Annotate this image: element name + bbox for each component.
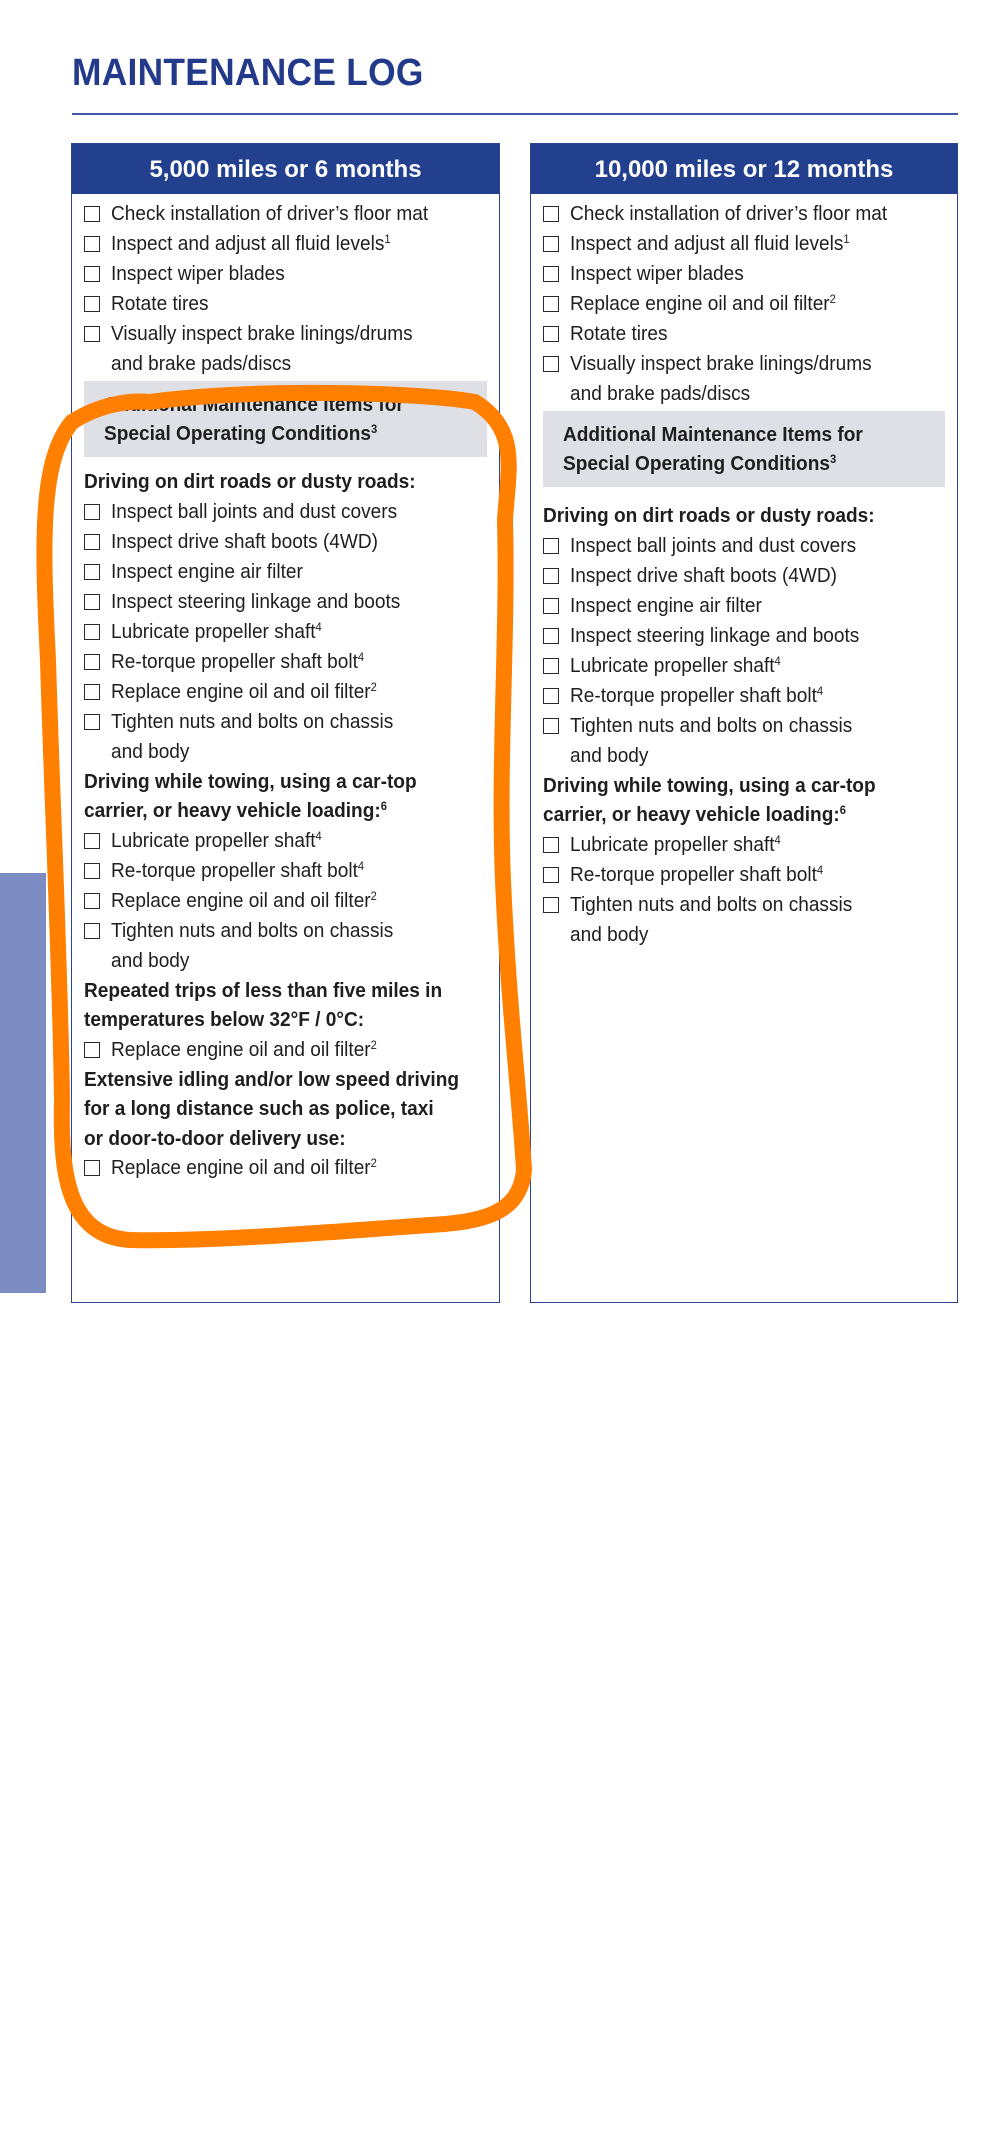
checklist-item: Inspect ball joints and dust covers [84, 497, 499, 527]
checklist-item-continuation: and body [111, 739, 190, 763]
checkbox[interactable] [84, 266, 100, 282]
checklist-item: Lubricate propeller shaft$^4$ [84, 826, 499, 856]
checkbox[interactable] [543, 326, 559, 342]
condition-heading: Driving while towing, using a car-top carrier, or heavy vehicle loading:$^6$ [543, 773, 876, 826]
checklist-item-continuation: and brake pads/discs [111, 352, 292, 375]
condition-heading: Driving while towing, using a car-top carrier, or heavy vehicle loading:$^6$ [84, 769, 417, 822]
checklist-item: Inspect steering linkage and boots [543, 621, 957, 651]
checkbox[interactable] [84, 923, 100, 939]
column-body [531, 194, 957, 950]
checkbox[interactable] [543, 206, 559, 222]
checkbox[interactable] [84, 863, 100, 879]
checkbox[interactable] [84, 1160, 100, 1176]
checkbox[interactable] [84, 564, 100, 580]
special-conditions-banner: Additional Maintenance Items for Special Operating Conditions$^3$ [543, 411, 945, 487]
checklist-item: Visually inspect brake linings/drums [543, 349, 957, 379]
checkbox[interactable] [84, 296, 100, 312]
checklist-item: Inspect and adjust all fluid levels$^1$ [84, 229, 499, 259]
checkbox[interactable] [84, 236, 100, 252]
checkbox[interactable] [84, 624, 100, 640]
checklist-item: Inspect steering linkage and boots [84, 587, 499, 617]
checklist-item: Inspect wiper blades [84, 259, 499, 289]
checkbox[interactable] [84, 504, 100, 520]
checklist-item: Replace engine oil and oil filter$^2$ [84, 886, 499, 916]
checklist-item: Tighten nuts and bolts on chassis [543, 711, 957, 741]
checkbox[interactable] [543, 266, 559, 282]
column-header: 5,000 miles or 6 months [72, 144, 499, 194]
checkbox[interactable] [543, 236, 559, 252]
checklist-item: Check installation of driver’s floor mat [543, 199, 957, 229]
condition-heading: Repeated trips of less than five miles in temperatures below 32°F / 0°C: [84, 978, 443, 1031]
column-header: 10,000 miles or 12 months [531, 144, 957, 194]
checklist-item: Replace engine oil and oil filter$^2$ [84, 1153, 499, 1183]
checkbox[interactable] [543, 897, 559, 913]
checklist-item: Lubricate propeller shaft$^4$ [543, 830, 957, 860]
checklist-item: Tighten nuts and bolts on chassis [84, 707, 499, 737]
checkbox[interactable] [543, 356, 559, 372]
checkbox[interactable] [543, 568, 559, 584]
checklist-item: Replace engine oil and oil filter$^2$ [543, 289, 957, 319]
checklist-item: Re-torque propeller shaft bolt$^4$ [543, 681, 957, 711]
checklist-item: Inspect drive shaft boots (4WD) [543, 561, 957, 591]
checkbox[interactable] [543, 658, 559, 674]
checklist-item: Lubricate propeller shaft$^4$ [84, 617, 499, 647]
checklist-item: Lubricate propeller shaft$^4$ [543, 651, 957, 681]
side-section-tab [0, 873, 46, 2153]
side-tab-label: ANCE [2, 2039, 46, 2153]
checkbox[interactable] [543, 688, 559, 704]
checklist-item-continuation: and body [570, 922, 649, 946]
checkbox[interactable] [84, 1042, 100, 1058]
column-5000-miles [71, 143, 500, 1303]
checkbox[interactable] [543, 628, 559, 644]
checklist-item-continuation: and brake pads/discs [570, 382, 751, 405]
checkbox[interactable] [543, 598, 559, 614]
checkbox[interactable] [84, 893, 100, 909]
condition-heading: Driving on dirt roads or dusty roads: [543, 504, 875, 527]
column-body [72, 194, 499, 1183]
condition-heading: Driving on dirt roads or dusty roads: [84, 470, 416, 493]
checkbox[interactable] [84, 684, 100, 700]
checklist-item: Inspect wiper blades [543, 259, 957, 289]
checkbox[interactable] [84, 654, 100, 670]
checklist-item-continuation: and body [570, 743, 649, 767]
checklist-item: Replace engine oil and oil filter$^2$ [84, 1035, 499, 1065]
checkbox[interactable] [84, 714, 100, 730]
page-title: MAINTENANCE LOG [72, 52, 424, 94]
checklist-item: Check installation of driver’s floor mat [84, 199, 499, 229]
checkbox[interactable] [543, 837, 559, 853]
checkbox[interactable] [543, 867, 559, 883]
checkbox[interactable] [84, 534, 100, 550]
checklist-item: Inspect and adjust all fluid levels$^1$ [543, 229, 957, 259]
checklist-item: Re-torque propeller shaft bolt$^4$ [84, 856, 499, 886]
checklist-item: Inspect engine air filter [84, 557, 499, 587]
checkbox[interactable] [84, 833, 100, 849]
checklist-item: Inspect ball joints and dust covers [543, 531, 957, 561]
column-10000-miles [530, 143, 958, 1303]
checklist-item: Re-torque propeller shaft bolt$^4$ [84, 647, 499, 677]
checklist-item: Visually inspect brake linings/drums [84, 319, 499, 349]
checkbox[interactable] [84, 206, 100, 222]
checklist-item-continuation: and body [111, 948, 190, 972]
checklist-item: Re-torque propeller shaft bolt$^4$ [543, 860, 957, 890]
checkbox[interactable] [84, 326, 100, 342]
title-divider [72, 113, 958, 115]
special-conditions-banner: Additional Maintenance Items for Special Operating Conditions$^3$ [84, 381, 487, 457]
checkbox[interactable] [543, 538, 559, 554]
checkbox[interactable] [543, 296, 559, 312]
condition-heading: Extensive idling and/or low speed driving for a long distance such as police, taxi or door-to-door delivery use: [84, 1067, 460, 1150]
checklist-item: Replace engine oil and oil filter$^2$ [84, 677, 499, 707]
checklist-item: Inspect drive shaft boots (4WD) [84, 527, 499, 557]
checkbox[interactable] [84, 594, 100, 610]
checklist-item: Inspect engine air filter [543, 591, 957, 621]
checkbox[interactable] [543, 718, 559, 734]
checklist-item: Tighten nuts and bolts on chassis [84, 916, 499, 946]
checklist-item: Rotate tires [543, 319, 957, 349]
checklist-item: Rotate tires [84, 289, 499, 319]
checklist-item: Tighten nuts and bolts on chassis [543, 890, 957, 920]
